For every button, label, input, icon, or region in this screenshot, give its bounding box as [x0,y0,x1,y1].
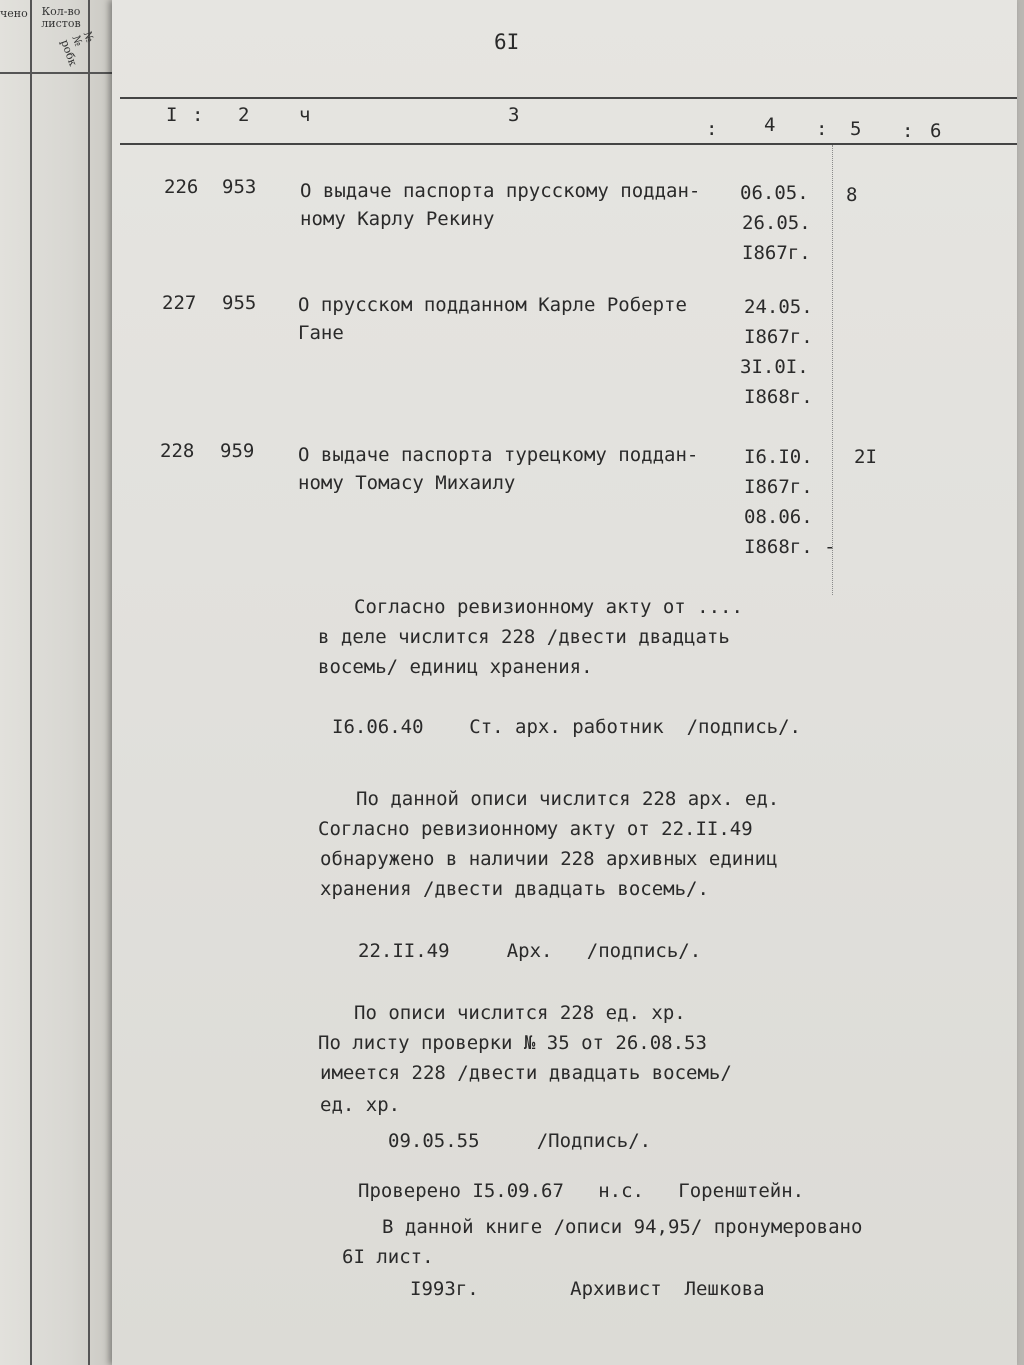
table-header-top-rule [120,97,1017,99]
checked-note: Проверено I5.09.67 н.с. Горенштейн. [358,1180,805,1202]
case-title-line: О прусском подданном Карле Роберте [298,294,687,316]
case-title-line: ному Томасу Михаилу [298,472,516,494]
case-number: 959 [220,440,255,462]
note-line: В данной книге /описи 94,95/ пронумеровано [382,1216,863,1238]
header-separator: : [902,120,914,142]
case-title-line: О выдаче паспорта турецкому поддан- [298,444,699,466]
case-date-line: 3I.0I. [740,356,809,378]
header-col-3: 3 [508,104,520,126]
header-separator: : [816,118,828,140]
case-date-line: I6.I0. [744,446,813,468]
left-page-col-header: Кол-во листов [41,5,81,30]
row-number: 228 [160,440,195,462]
page-number: 6I [494,30,520,54]
table-header-bottom-rule [120,143,1017,145]
left-page-column-line [88,0,90,1365]
header-col-6: 6 [930,120,942,142]
header-col-4: 4 [764,114,776,136]
case-date-line: 26.05. [742,212,811,234]
note-line: По данной описи числится 228 арх. ед. [356,788,780,810]
case-number: 953 [222,176,257,198]
row-number: 227 [162,292,197,314]
header-separator: ч [299,104,311,126]
header-separator: : [192,104,204,126]
case-date-line: 08.06. [744,506,813,528]
header-col-2: 2 [238,104,250,126]
case-title-line: ному Карлу Рекину [300,208,495,230]
note-line: восемь/ единиц хранения. [318,656,593,678]
row-number: 226 [164,176,199,198]
column-divider [832,145,833,595]
left-page-col-header: чено [0,7,28,20]
note-line: Согласно ревизионному акту от 22.II.49 [318,818,753,840]
note-line: По описи числится 228 ед. хр. [354,1002,686,1024]
note-line: ед. хр. [320,1094,401,1116]
case-date-line: I868г. - [744,536,836,558]
note-signature: 09.05.55 /Подпись/. [388,1130,652,1152]
document-page [112,0,1017,1365]
header-col-5: 5 [850,118,862,140]
note-line: обнаружено в наличии 228 архивных единиц [320,848,778,870]
case-date-line: I867г. [744,476,813,498]
note-signature: 22.II.49 Арх. /подпись/. [358,940,702,962]
sheet-count: 8 [846,184,858,206]
case-title-line: Гане [298,322,344,344]
case-title-line: О выдаче паспорта прусскому поддан- [300,180,701,202]
left-page-column-line [30,0,32,1365]
note-line: в деле числится 228 /двести двадцать [318,626,730,648]
note-line: 6I лист. [342,1246,434,1268]
case-date-line: I868г. [744,386,813,408]
case-date-line: I867г. [742,242,811,264]
case-date-line: I867г. [744,326,813,348]
note-line: хранения /двести двадцать восемь/. [320,878,709,900]
left-page-col-header: № № робк [58,29,97,68]
left-page-header-rule [0,72,118,74]
header-separator: : [706,118,718,140]
sheet-count: 2I [854,446,877,468]
note-signature: I6.06.40 Ст. арх. работник /подпись/. [332,716,801,738]
note-line: имеется 228 /двести двадцать восемь/ [320,1062,732,1084]
note-signature: I993г. Архивист Лешкова [410,1278,765,1300]
case-date-line: 06.05. [740,182,809,204]
previous-page-edge [0,0,118,1365]
header-col-1: I [166,104,178,126]
note-line: По листу проверки № 35 от 26.08.53 [318,1032,707,1054]
note-line: Согласно ревизионному акту от .... [354,596,743,618]
case-number: 955 [222,292,257,314]
case-date-line: 24.05. [744,296,813,318]
